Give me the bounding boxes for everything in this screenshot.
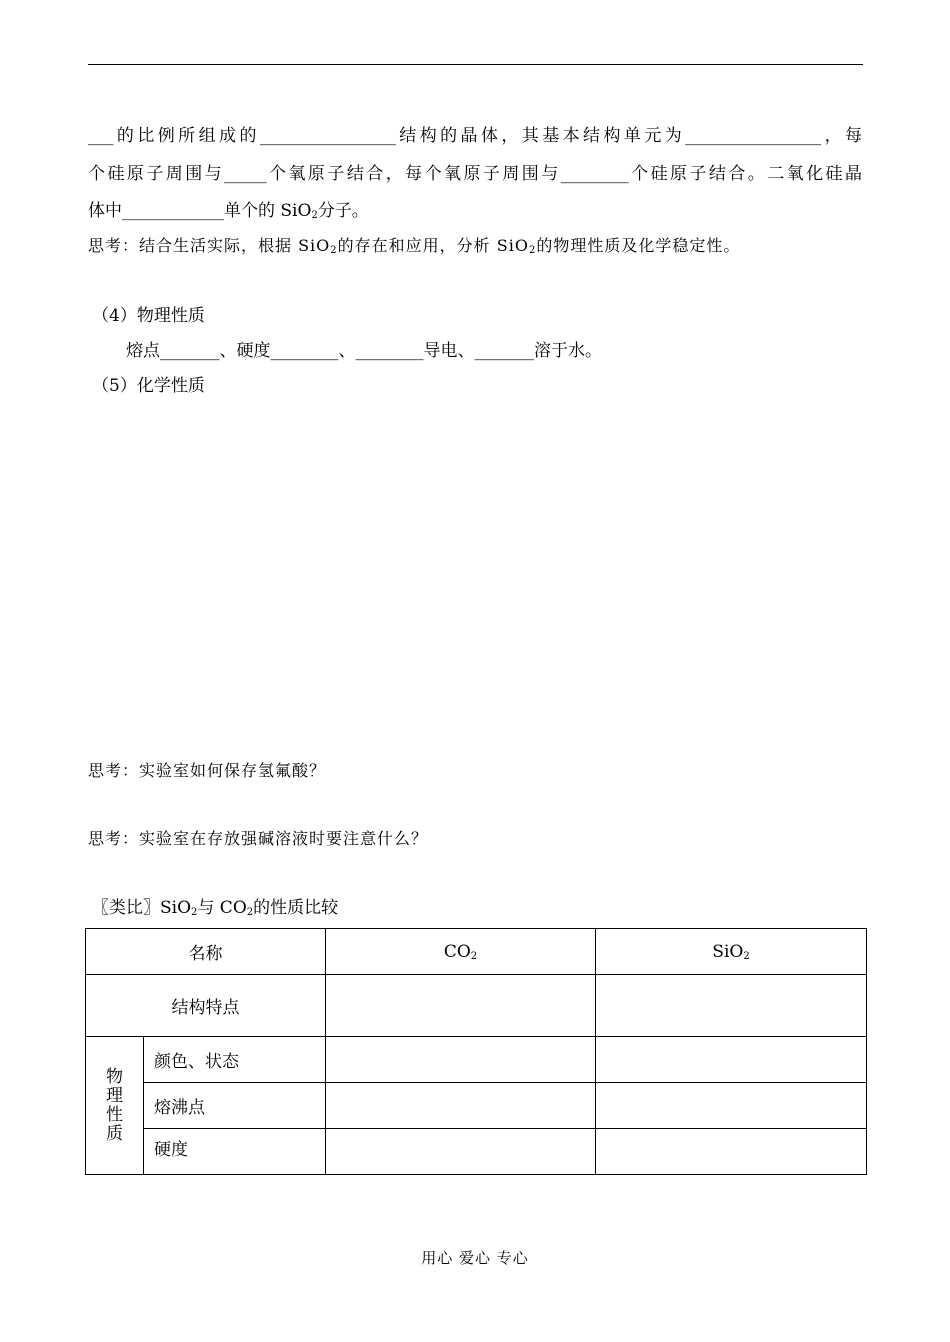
table-cell-empty	[326, 975, 596, 1037]
group-label-physical-properties: 物 理 性 质	[86, 1037, 144, 1175]
table-row	[86, 1037, 867, 1083]
row-structure-label: 结构特点	[86, 975, 326, 1037]
para1-line2: 个硅原子周围与_____个氧原子结合，每个氧原子周围与________个硅原子结合。二氧化硅晶	[88, 164, 862, 184]
page-footer: 用心 爱心 专心	[421, 1249, 529, 1267]
para1-line3: 体中____________单个的 SiO$_2$分子。	[88, 201, 369, 221]
think-physical-chemical: 思考：结合生活实际，根据 SiO$_2$的存在和应用，分析 SiO$_2$的物理性质及化学稳定性。	[88, 236, 741, 256]
table-header-row	[86, 929, 867, 975]
section-physical-properties-blanks: 熔点_______、硬度________、________导电、_______溶于水。	[126, 341, 602, 361]
table-cell-empty	[326, 1037, 596, 1083]
header-co2-cell: $CO_2$	[326, 929, 596, 975]
row-color-state-label: 颜色、状态	[144, 1037, 326, 1083]
row-boiling-label: 熔沸点	[144, 1083, 326, 1129]
header-name-cell: 名称	[86, 929, 326, 975]
comparison-table	[85, 928, 867, 1175]
table-cell-empty	[326, 1083, 596, 1129]
think-strong-base: 思考：实验室在存放强碱溶液时要注意什么？	[88, 829, 429, 848]
section-chemical-properties-title: （5）化学性质	[92, 376, 205, 396]
think-hydrofluoric-acid: 思考：实验室如何保存氢氟酸？	[88, 761, 327, 780]
analogy-title: 〖类比〗SiO$_2$与 $CO_2$的性质比较	[92, 898, 339, 918]
table-cell-empty	[596, 975, 867, 1037]
table-row	[86, 1083, 867, 1129]
row-hardness-label: 硬度	[144, 1129, 326, 1175]
table-cell-empty	[596, 1129, 867, 1175]
section-physical-properties-title: （4）物理性质	[92, 306, 205, 326]
table-row	[86, 975, 867, 1037]
table-row	[86, 1129, 867, 1175]
header-rule	[88, 64, 863, 65]
table-cell-empty	[596, 1037, 867, 1083]
header-sio2-cell: SiO$_2$	[596, 929, 867, 975]
table-cell-empty	[326, 1129, 596, 1175]
para1-line1: ___的比例所组成的________________结构的晶体，其基本结构单元为________________，每	[88, 126, 862, 146]
table-cell-empty	[596, 1083, 867, 1129]
